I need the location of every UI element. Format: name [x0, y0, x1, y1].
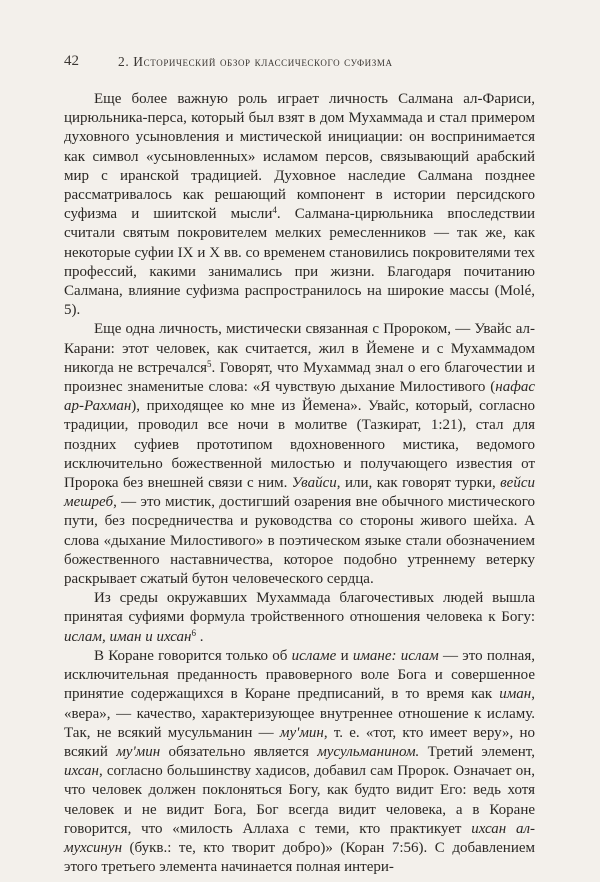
paragraph-quran — [64, 647, 535, 877]
italic-term: му'мин — [279, 724, 324, 741]
italic-term: му'мин — [116, 743, 161, 760]
paragraph-salman — [64, 90, 535, 320]
italic-term: Увайси — [291, 475, 337, 492]
text-run: . Говорят, что Мухаммад знал о его благочестии и произнес знаменитые слова: «Я чувствую дыхание Милостивого ( — [64, 359, 535, 396]
text-run: Еще более важную роль играет личность Салмана ал-Фариси, цирюльника-перса, который был взят в дом Мухаммада и стал примером духовного усыновления и мистической инициации: он воспринимается как символ «усыновленных» исламом персов, связывающий арабский мир с иранской традицией. Духовное наследие Салмана позднее рассматривалось как решающий компонент в истории персидского суфизма и шиитской мысли — [64, 91, 535, 223]
text-run: , «вера», — качество, характеризующее внутреннее отношение к исламу. Так, не всякий мусульманин — — [64, 686, 535, 741]
text-run: обязательно является — [160, 743, 318, 760]
footnote-ref[interactable]: 4 — [272, 205, 277, 216]
text-run: Третий элемент, — [419, 743, 535, 760]
text-run: , или, как говорят турки, — [336, 475, 501, 492]
text-run: , — это мистик, достигший озарения вне обычного мистического пути, без посредничества и руководства со стороны живого шейха. А слова «дыхание Милостивого» в поэтическом языке стали обозначением божественного наставничества, которое подобно утреннему ветерку раскрывает сжатый бутон человеческого сердца. — [64, 494, 535, 588]
italic-term: нафас ар-Рахман — [64, 379, 535, 415]
text-run: — это полная, исключительная преданность правоверного воле Бога и совершенное принятие содержащихся в Коране предписаний, в то время как — [64, 647, 535, 703]
text-run: ), приходящее ко мне из Йемена». Увайс, который, согласно традиции, проводил все ночи в молитве (Тазкират, 1:21), стал для поздних суфиев прототипом вдохновенного мистика, ведомого исключительно божественной милостью и получающего известия от Пророка без внешней связи с ним. — [64, 398, 535, 492]
italic-term: вейси мешреб — [64, 475, 535, 511]
italic-term: мусульманином. — [317, 743, 420, 760]
italic-term: ислам, иман и ихсан — [64, 628, 192, 645]
text-run: и — [336, 647, 353, 664]
text-run: Еще одна личность, мистически связанная с Пророком, — Увайс ал-Карани: этот человек, как считается, жил в Йемене и с Мухаммадом никогда не встречался — [64, 321, 535, 376]
text-run: . — [195, 628, 204, 645]
paragraph-formula — [64, 589, 535, 647]
text-run: (букв.: те, кто творит добро)» (Коран 7:56). С добавлением этого третьего элемента начинается полная интери- — [64, 839, 535, 876]
italic-term: иман — [499, 686, 532, 703]
text-run: В Коране говорится только об — [94, 647, 292, 664]
italic-term: ихсан — [64, 763, 99, 780]
italic-term: ихсан ал-мухсинун — [64, 820, 536, 856]
text-run: Из среды окружавших Мухаммада благочестивых людей вышла принятая суфиями формула тройственного отношения человека к Богу: — [64, 590, 535, 626]
footnote-ref[interactable]: 5 — [207, 358, 212, 369]
text-run: , согласно большинству хадисов, добавил сам Пророк. Означает он, что человек должен поклоняться Богу, как будто видит Его: ведь хотя человек и не видит Бога, Бог всегда видит человека, а в Коране говорится, что «милость Аллаха с теми, кто практикует — [64, 763, 535, 837]
body-text — [64, 90, 535, 877]
running-head: 2. Исторический обзор классического суфизма — [118, 54, 393, 69]
footnote-ref[interactable]: 6 — [191, 627, 196, 638]
text-run: , т. е. «тот, кто имеет веру», но всякий — [64, 724, 535, 760]
italic-term: исламе — [291, 647, 337, 664]
text-run: . Салмана-цирюльника впоследствии считали святым покровителем мелких ремесленников — так же, как некоторые суфии IX и X вв. со временем становились покровителями тех профессий, какими занимались при жизни. Благодаря почитанию Салмана, влияние суфизма распространилось на широкие массы (Molé, 5). — [64, 206, 535, 319]
page-number: 42 — [64, 53, 79, 69]
italic-term: имане: ислам — [352, 647, 439, 664]
paragraph-uvais — [64, 320, 535, 589]
